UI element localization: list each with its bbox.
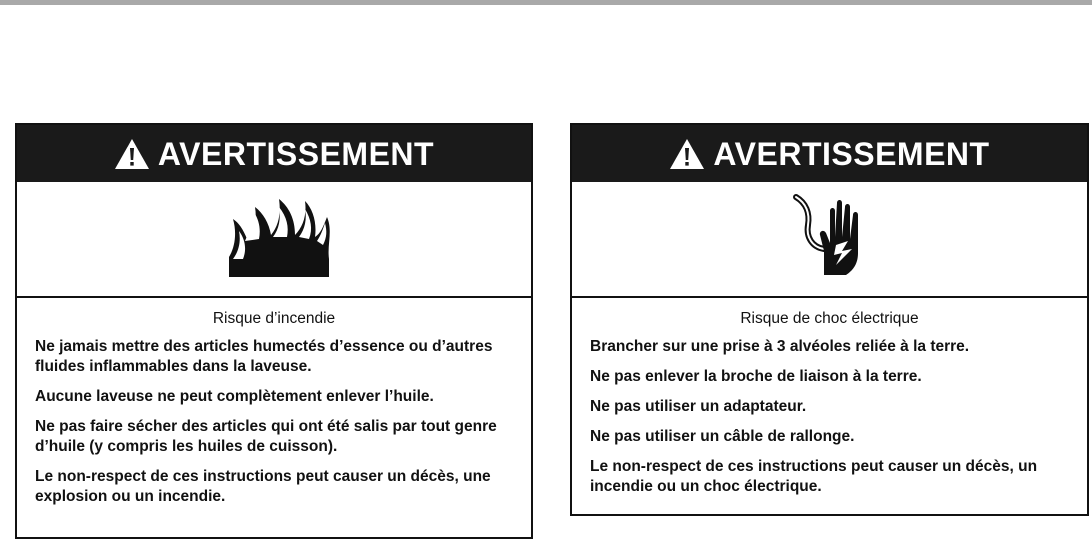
shock-warning-panel xyxy=(570,123,1089,516)
instruction-text: Brancher sur une prise à 3 alvéoles reliée à la terre. xyxy=(590,338,970,355)
instruction-text: Ne jamais mettre des articles humectés d’essence ou d’autres fluides inflammables dans la laveuse. xyxy=(35,338,493,375)
hazard-heading: Risque d’incendie xyxy=(212,310,336,327)
warning-triangle-icon xyxy=(669,138,705,170)
warning-banner xyxy=(572,125,1087,182)
instruction-text: Ne pas utiliser un adaptateur. xyxy=(590,398,807,415)
top-divider xyxy=(0,0,1092,5)
instruction-text: Ne pas utiliser un câble de rallonge. xyxy=(590,428,855,445)
warning-title: AVERTISSEMENT xyxy=(713,135,990,172)
instruction-text: Ne pas enlever la broche de liaison à la terre. xyxy=(590,368,922,385)
instruction-text: Ne pas faire sécher des articles qui ont été salis par tout genre d’huile (y compris les huiles de cuisson). xyxy=(35,418,497,455)
shock-graphic xyxy=(572,182,1087,298)
fire-graphic xyxy=(17,182,531,298)
electric-shock-hand-icon xyxy=(790,189,870,289)
instruction-text: Aucune laveuse ne peut complètement enlever l’huile. xyxy=(35,388,434,405)
warning-banner xyxy=(17,125,531,182)
consequence-text: Le non-respect de ces instructions peut causer un décès, un incendie ou un choc électrique. xyxy=(590,458,1038,495)
fire-hazard-icon xyxy=(209,189,339,289)
warning-triangle-icon xyxy=(114,138,150,170)
fire-warning-panel xyxy=(15,123,533,539)
hazard-heading: Risque de choc électrique xyxy=(740,310,919,327)
consequence-text: Le non-respect de ces instructions peut causer un décès, une explosion ou un incendie. xyxy=(35,468,491,505)
warning-title: AVERTISSEMENT xyxy=(157,135,435,172)
